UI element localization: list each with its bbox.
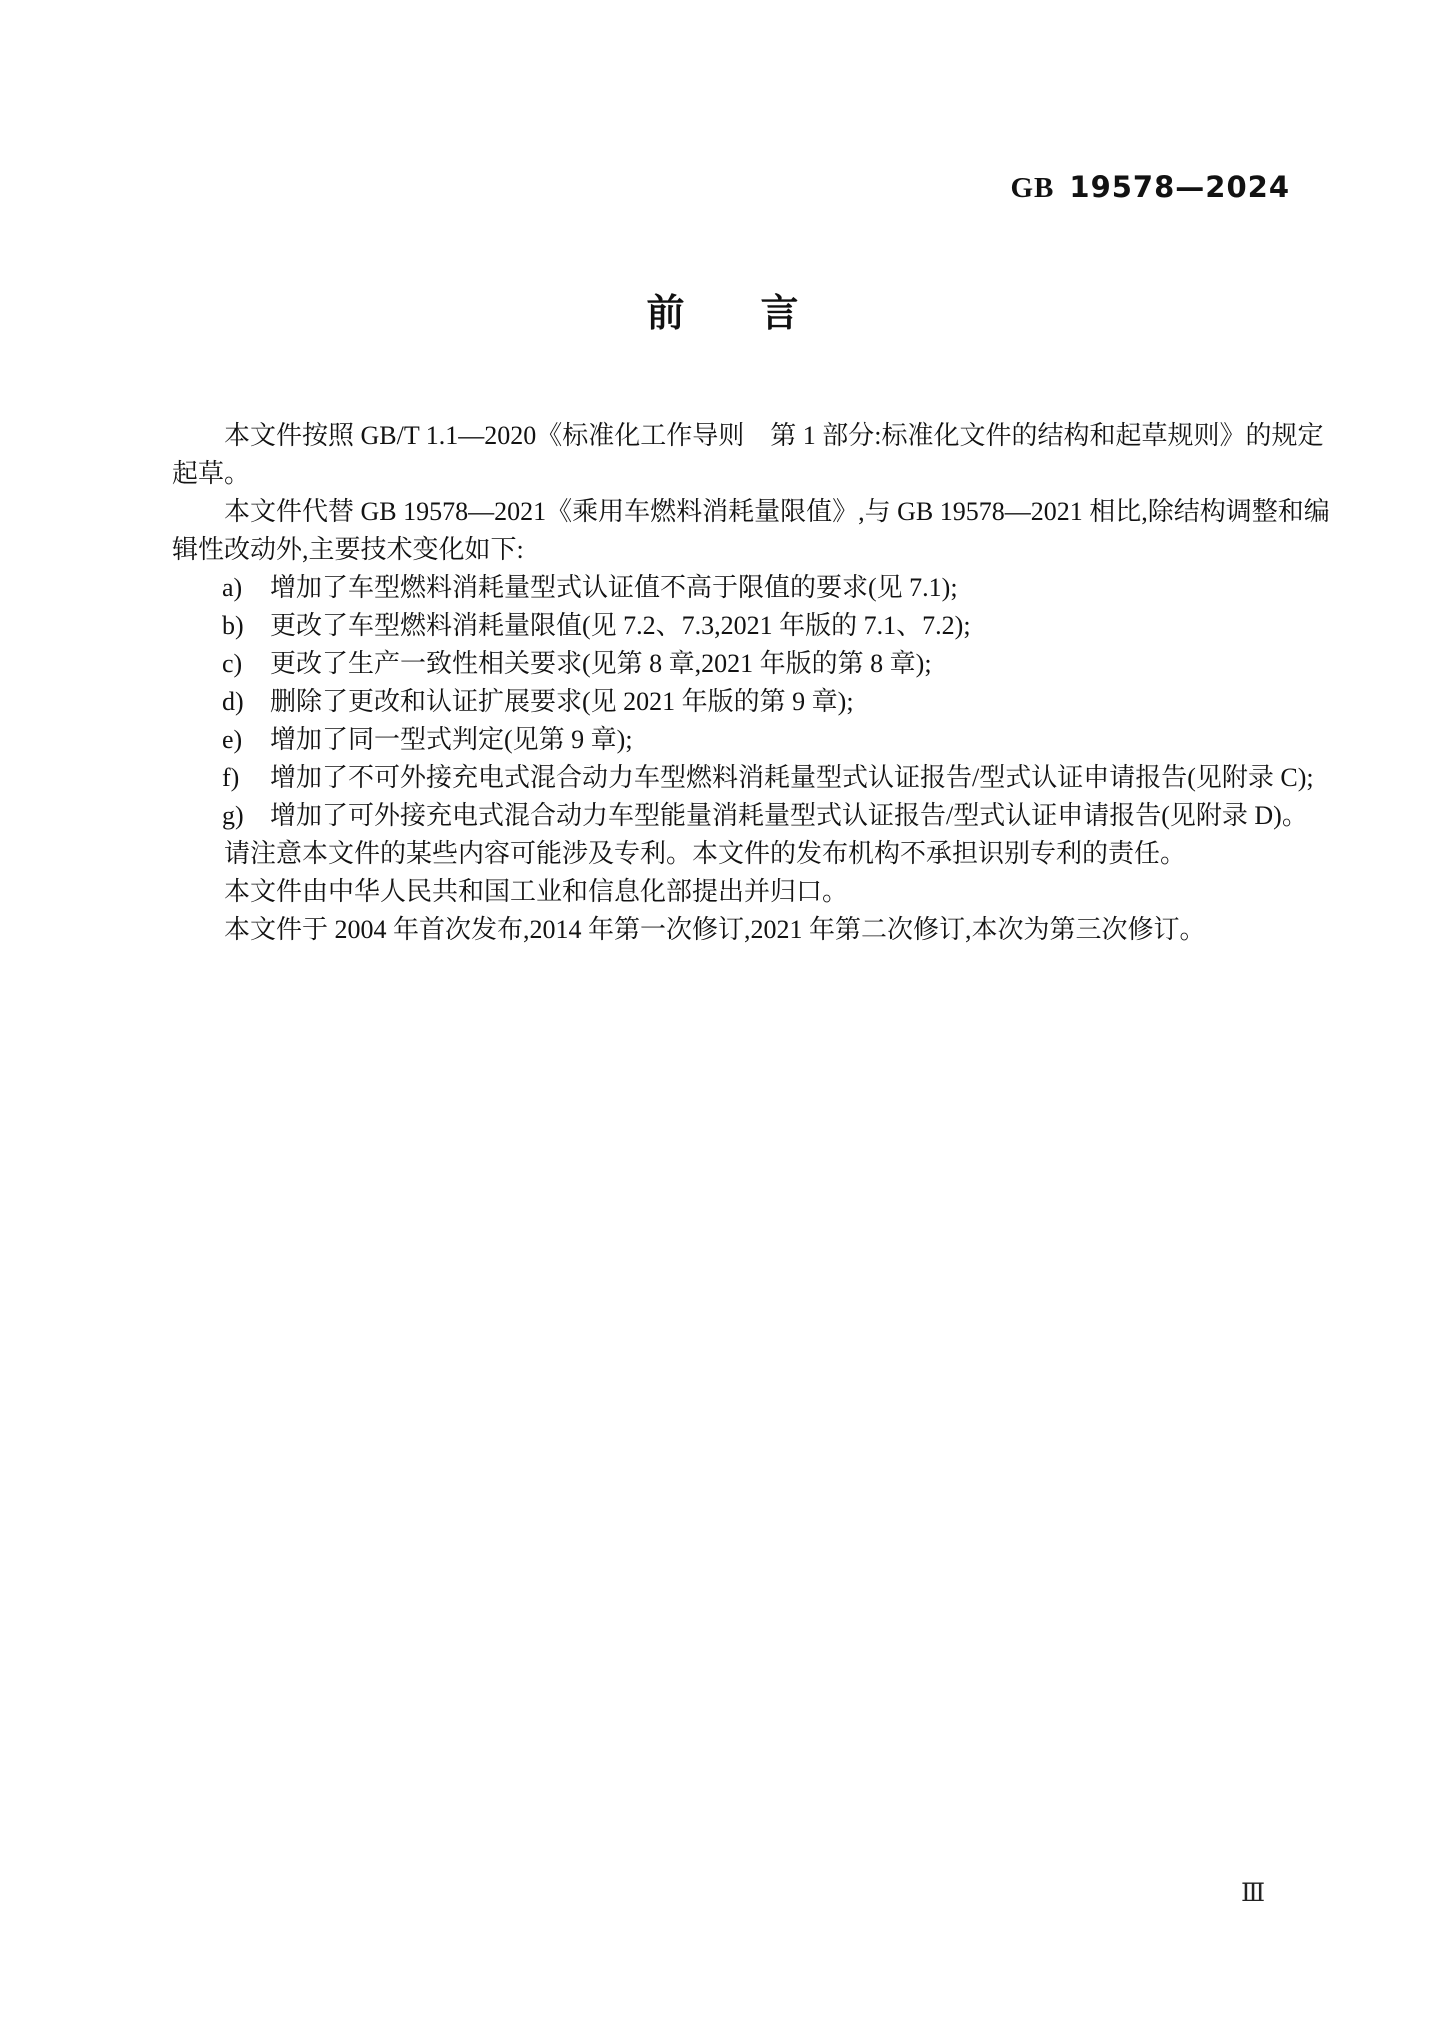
change-item-label: f) [222,763,240,792]
foreword-title: 前 言 [646,291,799,335]
foreword-body [172,417,1330,949]
change-item-label: c) [222,649,243,678]
standard-code-org: GB [1010,172,1055,204]
change-item-text: 更改了生产一致性相关要求(见第 8 章,2021 年版的第 8 章); [270,649,932,678]
para-replaces-line-1: 本文件代替 GB 19578—2021《乘用车燃料消耗量限值》,与 GB 19578—2021 相比,除结构调整和编 [224,497,1330,526]
change-item-label: g) [222,801,244,830]
change-item-a [172,569,1290,607]
change-item-label: e) [222,725,243,754]
change-item-label: a) [222,573,243,602]
para-patent: 请注意本文件的某些内容可能涉及专利。本文件的发布机构不承担识别专利的责任。 [224,839,1187,868]
standard-code [0,170,1290,205]
para-issuer: 本文件由中华人民共和国工业和信息化部提出并归口。 [224,877,849,906]
change-item-text: 删除了更改和认证扩展要求(见 2021 年版的第 9 章); [270,687,854,716]
change-item-label: d) [222,687,244,716]
para-replaces-line-2: 辑性改动外,主要技术变化如下: [172,535,524,564]
change-item-text: 更改了车型燃料消耗量限值(见 7.2、7.3,2021 年版的 7.1、7.2); [270,611,971,640]
change-item-text: 增加了可外接充电式混合动力车型能量消耗量型式认证报告/型式认证申请报告(见附录 D)。 [270,801,1308,830]
change-item-e [172,721,1290,759]
change-item-g [172,797,1308,835]
page-number: Ⅲ [1240,1880,1266,1907]
change-item-label: b) [222,611,244,640]
change-item-f [172,759,1314,797]
change-item-d [172,683,1290,721]
change-item-c [172,645,1290,683]
para-drafting-line-2: 起草。 [172,459,251,488]
para-drafting-line-1: 本文件按照 GB/T 1.1—2020《标准化工作导则 第 1 部分:标准化文件的结构和起草规则》的规定 [224,421,1324,450]
standard-code-number: 19578—2024 [1069,170,1290,204]
change-item-text: 增加了不可外接充电式混合动力车型燃料消耗量型式认证报告/型式认证申请报告(见附录 C); [270,763,1314,792]
change-item-b [172,607,1290,645]
change-item-text: 增加了同一型式判定(见第 9 章); [270,725,633,754]
para-history: 本文件于 2004 年首次发布,2014 年第一次修订,2021 年第二次修订,本次为第三次修订。 [224,915,1206,944]
change-item-text: 增加了车型燃料消耗量型式认证值不高于限值的要求(见 7.1); [270,573,958,602]
